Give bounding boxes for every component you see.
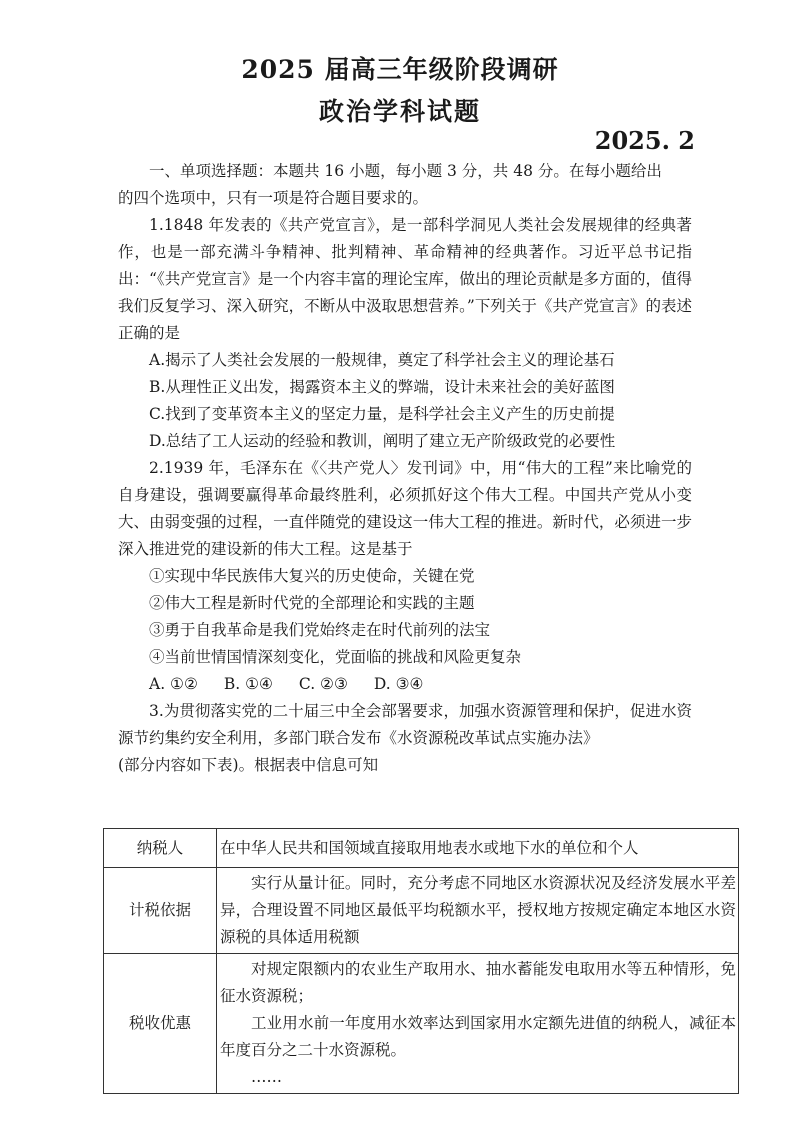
q2-statement-2: ②伟大工程是新时代党的全部理论和实践的主题: [149, 594, 475, 612]
exam-date: 2025. 2: [594, 126, 695, 155]
question-2-stem: 2.1939 年，毛泽东在《〈共产党人〉发刊词》中，用“伟大的工程”来比喻党的自身建设，强调要赢得革命最终胜利，必须抓好这个伟大工程。中国共产党从小变大、由弱变强的过程，一直伴随党的建设这一伟大工程的推进。新时代，必须进一步深入推进党的建设新的伟大工程。这是基于: [118, 459, 692, 558]
row-label-taxpayer: 纳税人: [104, 829, 217, 868]
table-row: [104, 954, 739, 1094]
q2-statement-4: ④当前世情国情深刻变化，党面临的挑战和风险更复杂: [149, 648, 522, 666]
table-row: [104, 829, 739, 868]
question-3-stem: 3.为贯彻落实党的二十届三中全会部署要求，加强水资源管理和保护，促进水资源节约集约安全利用，多部门联合发布《水资源税改革试点实施办法》 (部分内容如下表)。根据表中信息可知: [118, 702, 692, 774]
water-tax-table: [103, 828, 739, 1094]
question-1-stem: 1.1848 年发表的《共产党宣言》，是一部科学洞见人类社会发展规律的经典著作，也是一部充满斗争精神、批判精神、革命精神的经典著作。习近平总书记指出：“《共产党宣言》是一个内容丰富的理论宝库，做出的理论贡献是多方面的，值得我们反复学习、深入研究，不断从中汲取思想营养。”下列关于《共产党宣言》的表述正确的是: [118, 216, 692, 342]
q1-option-a: A.揭示了人类社会发展的一般规律，奠定了科学社会主义的理论基石: [149, 351, 615, 369]
q2-statement-3: ③勇于自我革命是我们党始终走在时代前列的法宝: [149, 621, 491, 639]
q2-statement-1: ①实现中华民族伟大复兴的历史使命，关键在党: [149, 567, 475, 585]
q1-option-d: D.总结了工人运动的经验和教训，阐明了建立无产阶级政党的必要性: [149, 432, 616, 450]
section-instructions: 一、单项选择题：本题共 16 小题，每小题 3 分，共 48 分。在每小题给出 的四个选项中，只有一项是符合题目要求的。: [118, 162, 662, 207]
incentive-ellipsis: ……: [251, 1068, 282, 1086]
row-content-taxpayer: 在中华人民共和国领域直接取用地表水或地下水的单位和个人: [217, 829, 739, 868]
q1-option-c: C.找到了变革资本主义的坚定力量，是科学社会主义产生的历史前提: [149, 405, 615, 423]
title-line2: 政治学科试题: [318, 97, 481, 126]
row-content-tax-incentive: [217, 954, 739, 1094]
q2-choice-d: D. ③④: [373, 675, 424, 693]
row-label-tax-basis: 计税依据: [104, 868, 217, 954]
incentive-para-2: 工业用水前一年度用水效率达到国家用水定额先进值的纳税人，减征本年度百分之二十水资源税。: [220, 1014, 736, 1059]
row-content-tax-basis: 实行从量计征。同时，充分考虑不同地区水资源状况及经济发展水平差异，合理设置不同地区最低平均税额水平，授权地方按规定确定本地区水资源税的具体适用税额: [217, 868, 739, 954]
incentive-para-1: 对规定限额内的农业生产取用水、抽水蓄能发电取用水等五种情形，免征水资源税；: [220, 960, 736, 1005]
q2-choice-a: A. ①②: [149, 675, 198, 693]
title-line1: 2025 届高三年级阶段调研: [241, 55, 559, 84]
q2-choices: [118, 671, 692, 698]
q2-choice-b: B. ①④: [223, 675, 273, 693]
exam-content: [118, 158, 692, 779]
row-label-tax-incentive: 税收优惠: [104, 954, 217, 1094]
q2-choice-c: C. ②③: [298, 675, 348, 693]
table-row: [104, 868, 739, 954]
q1-option-b: B.从理性正义出发，揭露资本主义的弊端，设计未来社会的美好蓝图: [149, 378, 615, 396]
